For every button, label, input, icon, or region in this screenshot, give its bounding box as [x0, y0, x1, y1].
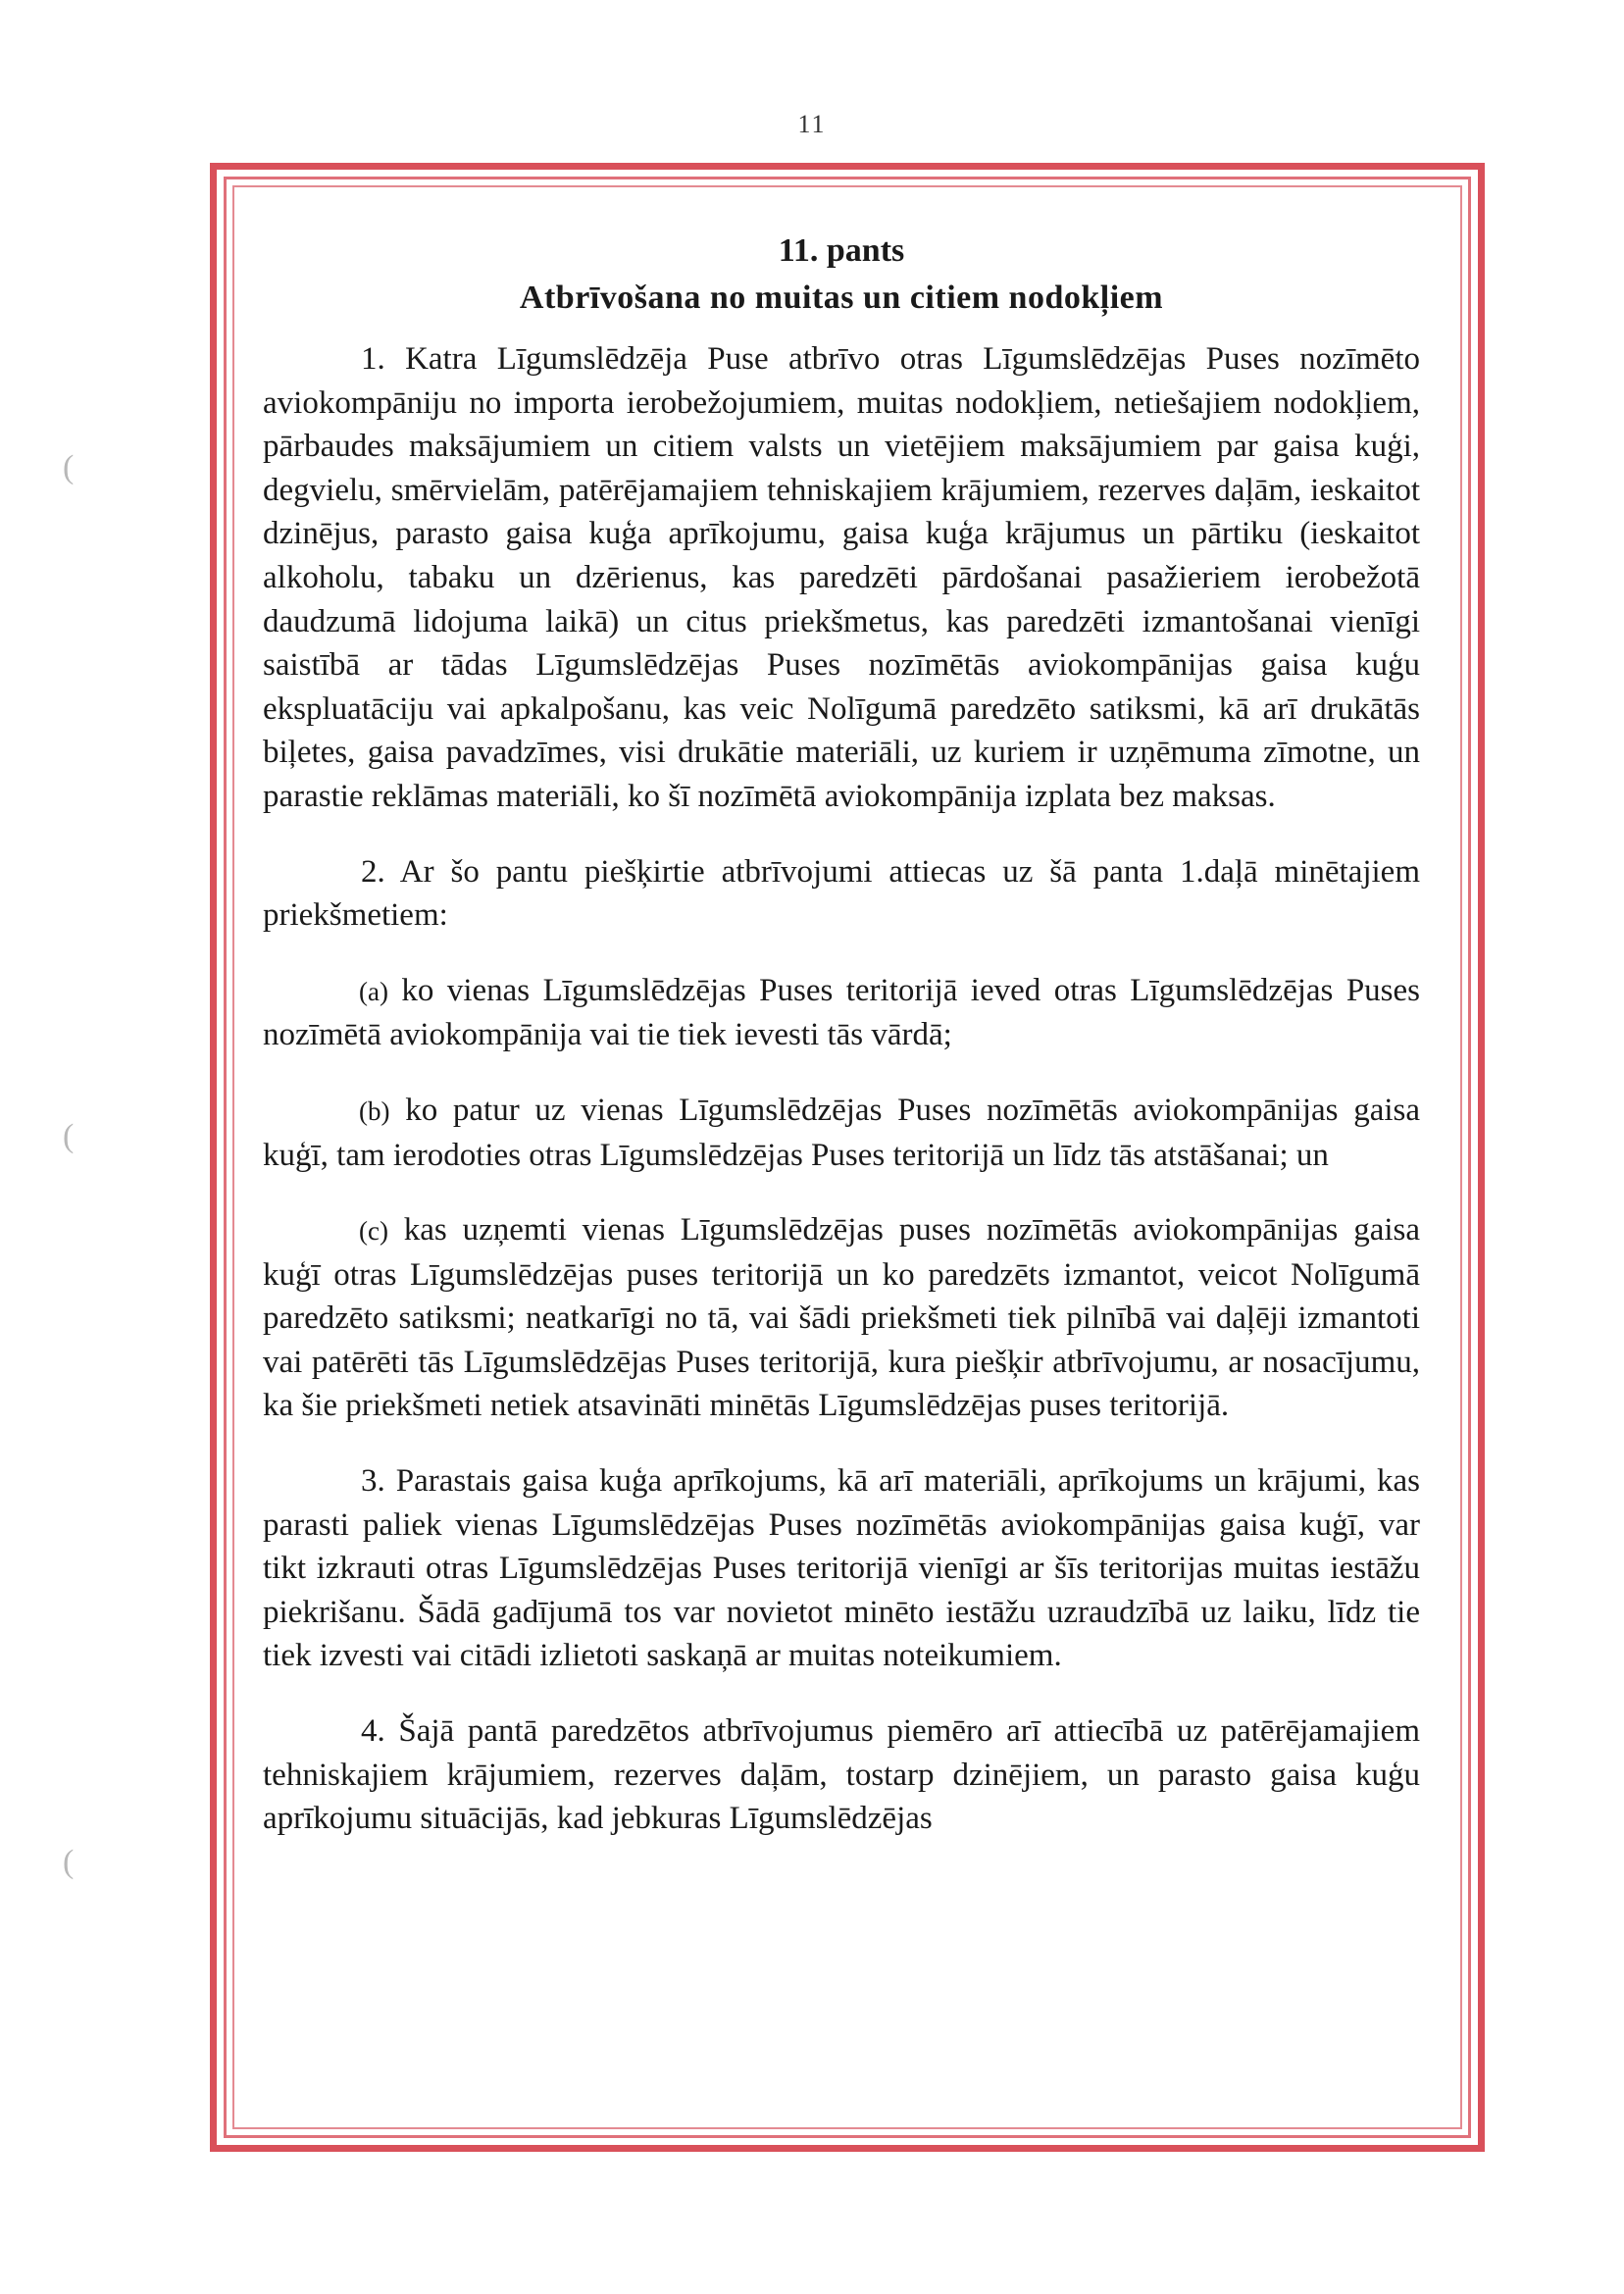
article-heading — [263, 228, 1420, 322]
paragraph-1: 1. Katra Līgumslēdzēja Puse atbrīvo otras Līgumslēdzējas Puses nozīmēto aviokompāniju no importa ierobežojumiem, muitas nodokļiem, netiešajiem nodokļiem, pārbaudes maksājumiem un citiem valsts un vietējiem maksājumiem par gaisa kuģi, degvielu, smērvielām, patērējamajiem tehniskajiem krājumiem, rezerves daļām, ieskaitot dzinējus, parasto gaisa kuģa aprīkojumu, gaisa kuģa krājumus un pārtiku (ieskaitot alkoholu, tabaku un dzērienus, kas paredzēti pārdošanai pasažieriem ierobežotā daudzumā lidojuma laikā) un citus priekšmetus, kas paredzēti izmantošanai vienīgi saistībā ar tādas Līgumslēdzējas Puses nozīmētās aviokompānijas gaisa kuģu ekspluatāciju vai apkalpošanu, kas veic Nolīgumā paredzēto satiksmi, kā arī drukātās biļetes, gaisa pavadzīmes, visi drukātie materiāli, uz kuriem ir uzņēmuma zīmotne, un parastie reklāmas materiāli, ko šī nozīmētā aviokompānija izplata bez maksas. — [263, 341, 1420, 814]
paragraph-3: 3. Parastais gaisa kuģa aprīkojums, kā arī materiāli, aprīkojums un krājumi, kas parasti paliek vienas Līgumslēdzējas Puses nozīmētās aviokompānijas gaisa kuģī, var tikt izkrauti otras Līgumslēdzējas Puses teritorijā vienīgi ar šīs teritorijas muitas iestāžu piekrišanu. Šādā gadījumā tos var novietot minēto iestāžu uzraudzībā uz laiku, līdz tie tiek izvesti vai citādi izlietoti saskaņā ar muitas noteikumiem. — [263, 1463, 1420, 1674]
margin-mark: ( — [63, 449, 75, 485]
page-number: 11 — [797, 110, 827, 138]
item-text: ko vienas Līgumslēdzējas Puses teritorijā ieved otras Līgumslēdzējas Puses nozīmētā aviokompānija vai tie tiek ievesti tās vārdā; — [263, 972, 1420, 1053]
paragraph-4: 4. Šajā pantā paredzētos atbrīvojumus piemēro arī attiecībā uz patērējamajiem tehniskajiem krājumiem, rezerves daļām, tostarp dzinējiem, un parasto gaisa kuģu aprīkojumu situācijās, kad jebkuras Līgumslēdzējas — [263, 1713, 1420, 1837]
list-item-b — [263, 1089, 1420, 1177]
article-number: 11. pants — [778, 232, 905, 269]
list-item-c — [263, 1208, 1420, 1428]
item-text: kas uzņemti vienas Līgumslēdzējas puses nozīmētās aviokompānijas gaisa kuģī otras Līgumslēdzējas puses teritorijā un ko paredzēts izmantot, veicot Nolīgumā paredzēto satiksmi; neatkarīgi no tā, vai šādi priekšmeti tiek pilnībā vai daļēji izmantoti vai patērēti tās Līgumslēdzējas Puses teritorijā, kura piešķir atbrīvojumu, ar nosacījumu, ka šie priekšmeti netiek atsavināti minētās Līgumslēdzējas puses teritorijā. — [263, 1212, 1420, 1424]
list-item-a — [263, 969, 1420, 1057]
item-letter: (c) — [359, 1216, 388, 1247]
item-letter: (a) — [359, 976, 388, 1006]
item-letter: (b) — [359, 1096, 390, 1126]
paragraph-2: 2. Ar šo pantu piešķirtie atbrīvojumi attiecas uz šā panta 1.daļā minētajiem priekšmetiem: — [263, 853, 1420, 934]
margin-mark: ( — [63, 1844, 75, 1880]
document-body — [263, 228, 1420, 1841]
item-text: ko patur uz vienas Līgumslēdzējas Puses nozīmētās aviokompānijas gaisa kuģī, tam ierodoties otras Līgumslēdzējas Puses teritorijā un līdz tās atstāšanai; un — [263, 1092, 1420, 1173]
article-title: Atbrīvošana no muitas un citiem nodokļiem — [519, 280, 1164, 316]
margin-mark: ( — [63, 1118, 75, 1154]
